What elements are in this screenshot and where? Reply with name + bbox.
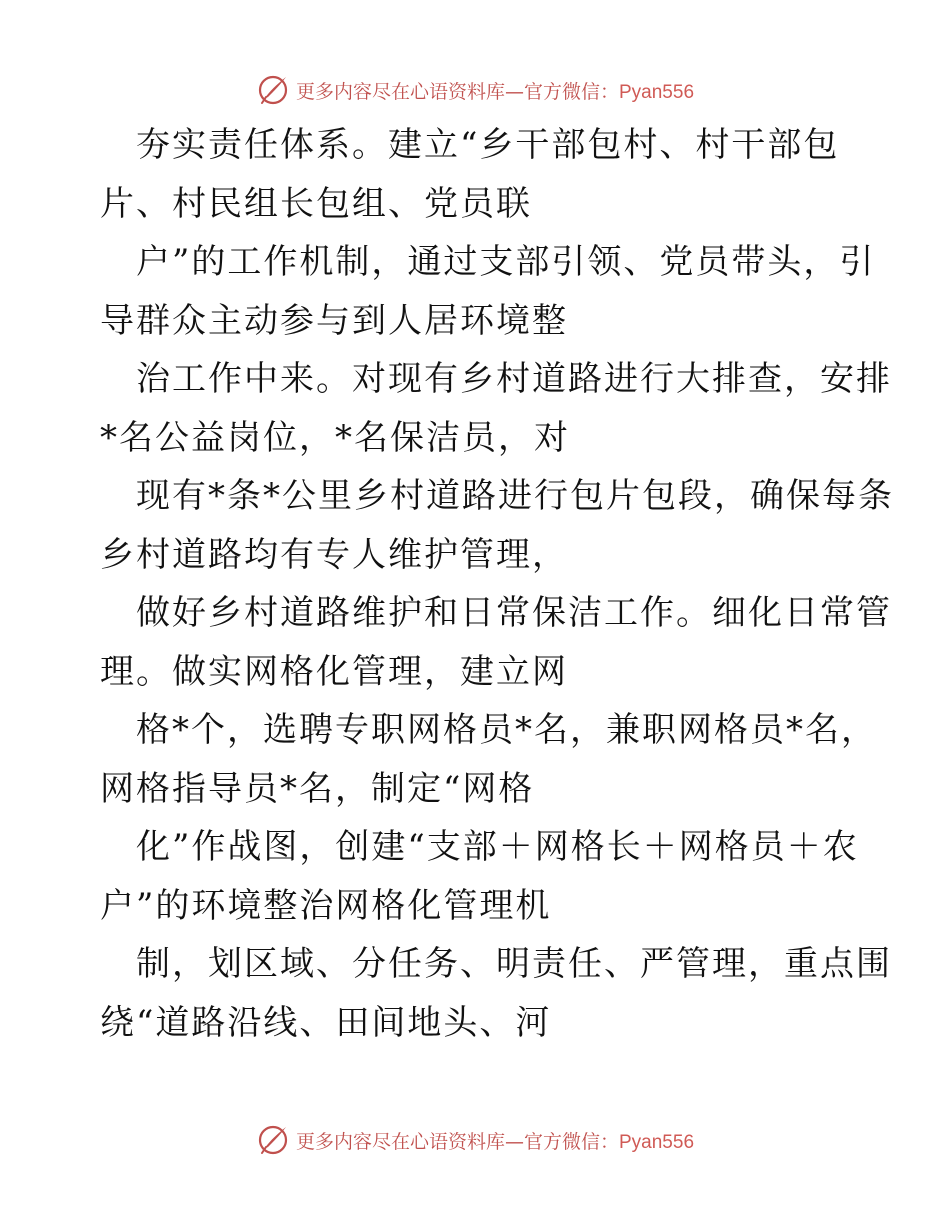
- footer-brand-text: 更多内容尽在心语资料库: [295, 1130, 505, 1153]
- header-wechat-id: Pyan556: [619, 81, 695, 103]
- body-line: 网格指导员*名，制定“网格: [100, 768, 535, 809]
- document-body: [100, 116, 894, 1052]
- body-line: 理。做实网格化管理，建立网: [100, 651, 568, 692]
- header-banner-text: [296, 77, 694, 104]
- footer-banner-inner: [256, 1123, 694, 1157]
- footer-separator: —: [504, 1130, 524, 1153]
- footer-wechat-id: Pyan556: [619, 1131, 695, 1153]
- body-line: 治工作中来。对现有乡村道路进行大排查，安排: [136, 359, 892, 399]
- body-line: 户”的工作机制，通过支部引领、党员带头，引: [136, 242, 876, 282]
- body-line: 现有*条*公里乡村道路进行包片包段，确保每条: [136, 476, 894, 516]
- footer-banner: [0, 1120, 950, 1160]
- body-line: 户”的环境整治网格化管理机: [100, 885, 552, 926]
- body-line: 绕“道路沿线、田间地头、河: [100, 1002, 552, 1043]
- body-line: 做好乡村道路维护和日常保洁工作。细化日常管: [136, 593, 892, 633]
- footer-wechat-label: 官方微信：: [523, 1130, 619, 1153]
- quill-logo-icon: [256, 73, 290, 107]
- body-line: 制，划区域、分任务、明责任、严管理，重点围: [136, 944, 892, 984]
- header-banner: [0, 70, 950, 110]
- header-brand-text: 更多内容尽在心语资料库: [295, 80, 505, 103]
- footer-banner-text: [296, 1127, 694, 1154]
- body-line: 导群众主动参与到人居环境整: [100, 300, 568, 341]
- body-line: 化”作战图，创建“支部＋网格长＋网格员＋农: [136, 827, 859, 867]
- body-line: 夯实责任体系。建立“乡干部包村、村干部包: [136, 125, 840, 165]
- header-banner-inner: [256, 73, 694, 107]
- body-line: 乡村道路均有专人维护管理，: [100, 534, 568, 575]
- header-wechat-label: 官方微信：: [523, 80, 619, 103]
- body-line: *名公益岗位，*名保洁员，对: [100, 417, 570, 458]
- header-separator: —: [504, 80, 524, 103]
- body-line: 片、村民组长包组、党员联: [100, 183, 532, 224]
- quill-logo-icon: [256, 1123, 290, 1157]
- body-line: 格*个，选聘专职网格员*名，兼职网格员*名，: [136, 710, 877, 750]
